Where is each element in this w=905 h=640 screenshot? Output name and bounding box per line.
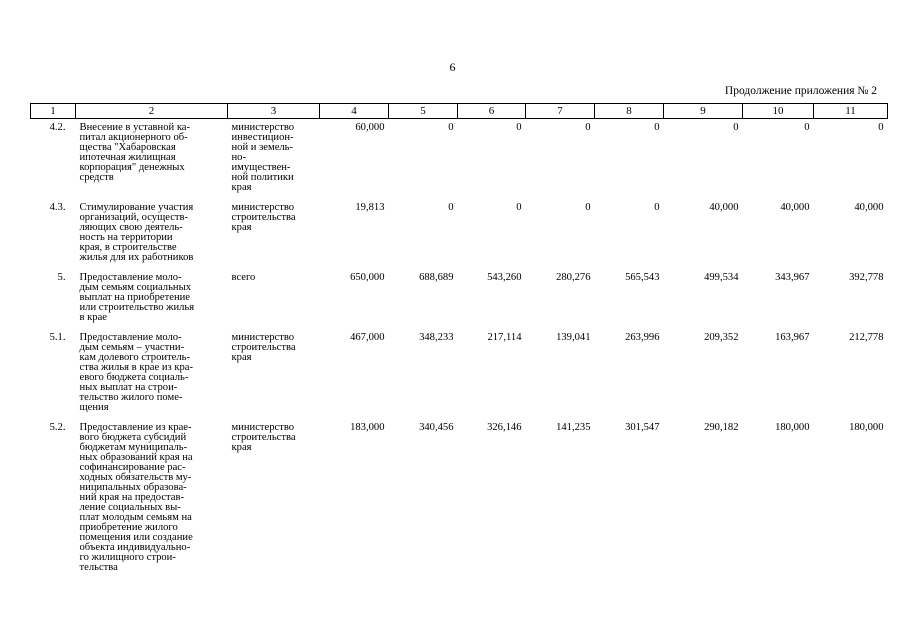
row-executor: министерство инвестицион- ной и земель- но- имуществен- ной политики края — [231, 122, 295, 193]
row-value: 163,967 — [775, 332, 810, 343]
table-row — [31, 199, 888, 269]
row-code: 5. — [57, 272, 66, 283]
row-code: 5.2. — [49, 422, 66, 433]
row-code: 4.2. — [49, 122, 66, 133]
column-header: 6 — [458, 104, 526, 119]
row-value: 290,182 — [704, 422, 739, 433]
row-value: 212,778 — [849, 332, 884, 343]
row-name: Предоставление моло- дым семьям социальных выплат на приобретение или строительство жилья в крае — [79, 272, 195, 323]
row-value: 40,000 — [854, 202, 884, 213]
column-header: 10 — [743, 104, 814, 119]
table-row — [31, 419, 888, 579]
column-header: 7 — [526, 104, 595, 119]
row-value: 688,689 — [419, 272, 454, 283]
row-name: Внесение в уставной ка- питал акционерного об- щества "Хабаровская ипотечная жилищная корпорация" денежных средств — [79, 122, 191, 183]
row-value: 301,547 — [625, 422, 660, 433]
row-value: 19,813 — [355, 202, 385, 213]
page-number: 6 — [449, 60, 456, 74]
row-code: 5.1. — [49, 332, 66, 343]
row-value: 0 — [878, 122, 884, 133]
row-value: 0 — [654, 202, 660, 213]
row-name: Предоставление моло- дым семьям – участни- кам долевого строитель- ства жилья в крае из кра- евого бюджета социаль- ных выплат на строи- тельство жилого поме- щения — [79, 332, 193, 413]
column-numbers-row — [31, 104, 888, 119]
row-value: 499,534 — [704, 272, 739, 283]
table-row — [31, 119, 888, 200]
row-value: 467,000 — [350, 332, 385, 343]
row-value: 40,000 — [780, 202, 810, 213]
column-header: 5 — [389, 104, 458, 119]
row-value: 0 — [733, 122, 739, 133]
row-code: 4.3. — [49, 202, 66, 213]
row-value: 0 — [585, 122, 591, 133]
row-executor: всего — [231, 272, 256, 283]
row-value: 209,352 — [704, 332, 739, 343]
row-executor: министерство строительства края — [231, 202, 296, 233]
row-value: 326,146 — [487, 422, 522, 433]
row-executor: министерство строительства края — [231, 422, 296, 453]
row-executor: министерство строительства края — [231, 332, 296, 363]
row-value: 650,000 — [350, 272, 385, 283]
row-value: 139,041 — [556, 332, 591, 343]
row-value: 0 — [448, 202, 454, 213]
row-value: 263,996 — [625, 332, 660, 343]
column-header: 1 — [31, 104, 76, 119]
row-value: 0 — [654, 122, 660, 133]
row-value: 392,778 — [849, 272, 884, 283]
column-header: 2 — [76, 104, 228, 119]
row-value: 343,967 — [775, 272, 810, 283]
row-value: 0 — [516, 202, 522, 213]
table-row — [31, 329, 888, 419]
row-value: 0 — [804, 122, 810, 133]
column-header: 9 — [664, 104, 743, 119]
column-header: 3 — [228, 104, 320, 119]
row-value: 0 — [448, 122, 454, 133]
table-row — [31, 269, 888, 329]
row-value: 40,000 — [709, 202, 739, 213]
row-value: 183,000 — [350, 422, 385, 433]
row-name: Стимулирование участия организаций, осуществ- ляющих свою деятель- ность на территории края, в строительстве жилья для их работников — [79, 202, 194, 263]
row-value: 340,456 — [419, 422, 454, 433]
continuation-label: Продолжение приложения № 2 — [724, 85, 877, 97]
budget-table — [30, 103, 888, 579]
row-value: 141,235 — [556, 422, 591, 433]
row-value: 180,000 — [849, 422, 884, 433]
column-header: 11 — [814, 104, 888, 119]
column-header: 4 — [320, 104, 389, 119]
row-name: Предоставление из крае- вого бюджета субсидий бюджетам муниципаль- ных образований края на софинансирование рас- ходных обязательств му- ниципальных образова- ний края на предостав- ление социальных вы- плат молодым семьям на приобретение жилого помещения или создание объекта индивидуально- го жилищного строи- тельства — [79, 422, 193, 573]
row-value: 565,543 — [625, 272, 660, 283]
row-value: 543,260 — [487, 272, 522, 283]
row-value: 60,000 — [355, 122, 385, 133]
row-value: 0 — [516, 122, 522, 133]
row-value: 0 — [585, 202, 591, 213]
row-value: 180,000 — [775, 422, 810, 433]
row-value: 217,114 — [487, 332, 522, 343]
row-value: 348,233 — [419, 332, 454, 343]
row-value: 280,276 — [556, 272, 591, 283]
column-header: 8 — [595, 104, 664, 119]
